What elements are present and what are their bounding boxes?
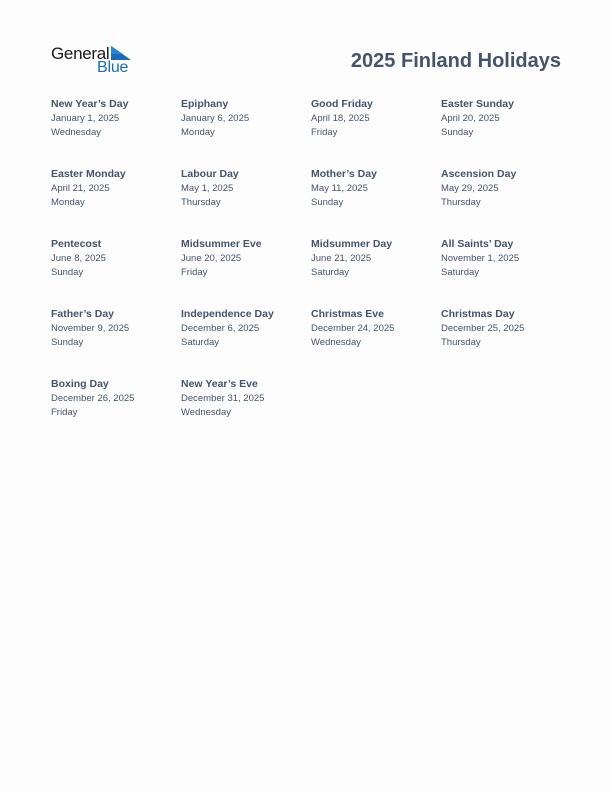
holiday-weekday: Friday	[311, 126, 338, 138]
holiday-date: April 18, 2025	[311, 113, 370, 124]
holiday-weekday: Sunday	[51, 336, 84, 348]
holiday-weekday: Monday	[51, 196, 85, 208]
holiday-weekday: Sunday	[51, 266, 84, 278]
holiday-item	[441, 308, 569, 349]
holiday-date: June 21, 2025	[311, 253, 372, 264]
holiday-date: December 6, 2025	[181, 323, 260, 334]
holiday-date: January 6, 2025	[181, 113, 250, 124]
logo-blue-text: Blue	[97, 59, 129, 76]
holiday-name: Independence Day	[181, 308, 274, 320]
holiday-date: December 31, 2025	[181, 393, 265, 404]
holiday-name: All Saints’ Day	[441, 238, 514, 250]
holiday-date: April 21, 2025	[51, 183, 110, 194]
holiday-date: December 25, 2025	[441, 323, 525, 334]
generalblue-logo	[51, 44, 141, 78]
holiday-date: November 1, 2025	[441, 253, 520, 264]
holiday-name: Midsummer Day	[311, 238, 393, 250]
holiday-weekday: Sunday	[311, 196, 344, 208]
holiday-name: Easter Monday	[51, 168, 126, 180]
holiday-item	[181, 308, 309, 349]
holiday-date: December 26, 2025	[51, 393, 135, 404]
holiday-weekday: Wednesday	[51, 126, 101, 138]
holiday-weekday: Wednesday	[311, 336, 361, 348]
holiday-weekday: Saturday	[311, 266, 350, 278]
holiday-date: June 8, 2025	[51, 253, 106, 264]
holiday-item	[181, 168, 309, 209]
holiday-item	[181, 98, 309, 139]
holiday-weekday: Thursday	[181, 196, 221, 208]
holiday-name: Easter Sunday	[441, 98, 514, 110]
holiday-name: Epiphany	[181, 98, 229, 110]
holiday-name: Father’s Day	[51, 308, 115, 320]
holiday-item	[441, 238, 569, 279]
holiday-date: May 29, 2025	[441, 183, 499, 194]
logo-triangle-icon	[111, 46, 131, 60]
holiday-item	[311, 238, 439, 279]
holiday-name: Christmas Eve	[311, 308, 384, 320]
page-title: 2025 Finland Holidays	[350, 50, 561, 72]
holiday-date: May 1, 2025	[181, 183, 234, 194]
holiday-weekday: Monday	[181, 126, 215, 138]
holiday-name: Labour Day	[181, 168, 239, 180]
holiday-item	[441, 98, 569, 139]
holiday-item	[51, 238, 179, 279]
holiday-weekday: Saturday	[441, 266, 480, 278]
holiday-item	[51, 308, 179, 349]
holiday-weekday: Friday	[181, 266, 208, 278]
holiday-weekday: Thursday	[441, 336, 481, 348]
holiday-item	[51, 168, 179, 209]
holiday-weekday: Friday	[51, 406, 78, 418]
holiday-name: Good Friday	[311, 98, 373, 110]
holiday-weekday: Sunday	[441, 126, 474, 138]
holiday-name: Midsummer Eve	[181, 238, 262, 250]
holiday-date: April 20, 2025	[441, 113, 500, 124]
holiday-name: Mother’s Day	[311, 168, 377, 180]
holiday-weekday: Saturday	[181, 336, 220, 348]
holiday-date: December 24, 2025	[311, 323, 395, 334]
holiday-name: Pentecost	[51, 238, 102, 250]
holiday-item	[311, 168, 439, 209]
logo-general-text: General	[51, 44, 110, 63]
holiday-item	[441, 168, 569, 209]
holiday-name: New Year’s Eve	[181, 378, 258, 390]
holiday-name: Christmas Day	[441, 308, 515, 320]
holiday-item	[51, 378, 179, 419]
holiday-item	[311, 308, 439, 349]
holiday-weekday: Thursday	[441, 196, 481, 208]
holiday-date: November 9, 2025	[51, 323, 130, 334]
holiday-name: Ascension Day	[441, 168, 517, 180]
holiday-item	[51, 98, 179, 139]
holiday-date: May 11, 2025	[311, 183, 368, 194]
holiday-name: New Year’s Day	[51, 98, 129, 110]
holiday-name: Boxing Day	[51, 378, 109, 390]
holiday-item	[181, 378, 309, 419]
holiday-date: June 20, 2025	[181, 253, 242, 264]
holiday-date: January 1, 2025	[51, 113, 120, 124]
holiday-item	[311, 98, 439, 139]
holiday-item	[181, 238, 309, 279]
holiday-weekday: Wednesday	[181, 406, 231, 418]
